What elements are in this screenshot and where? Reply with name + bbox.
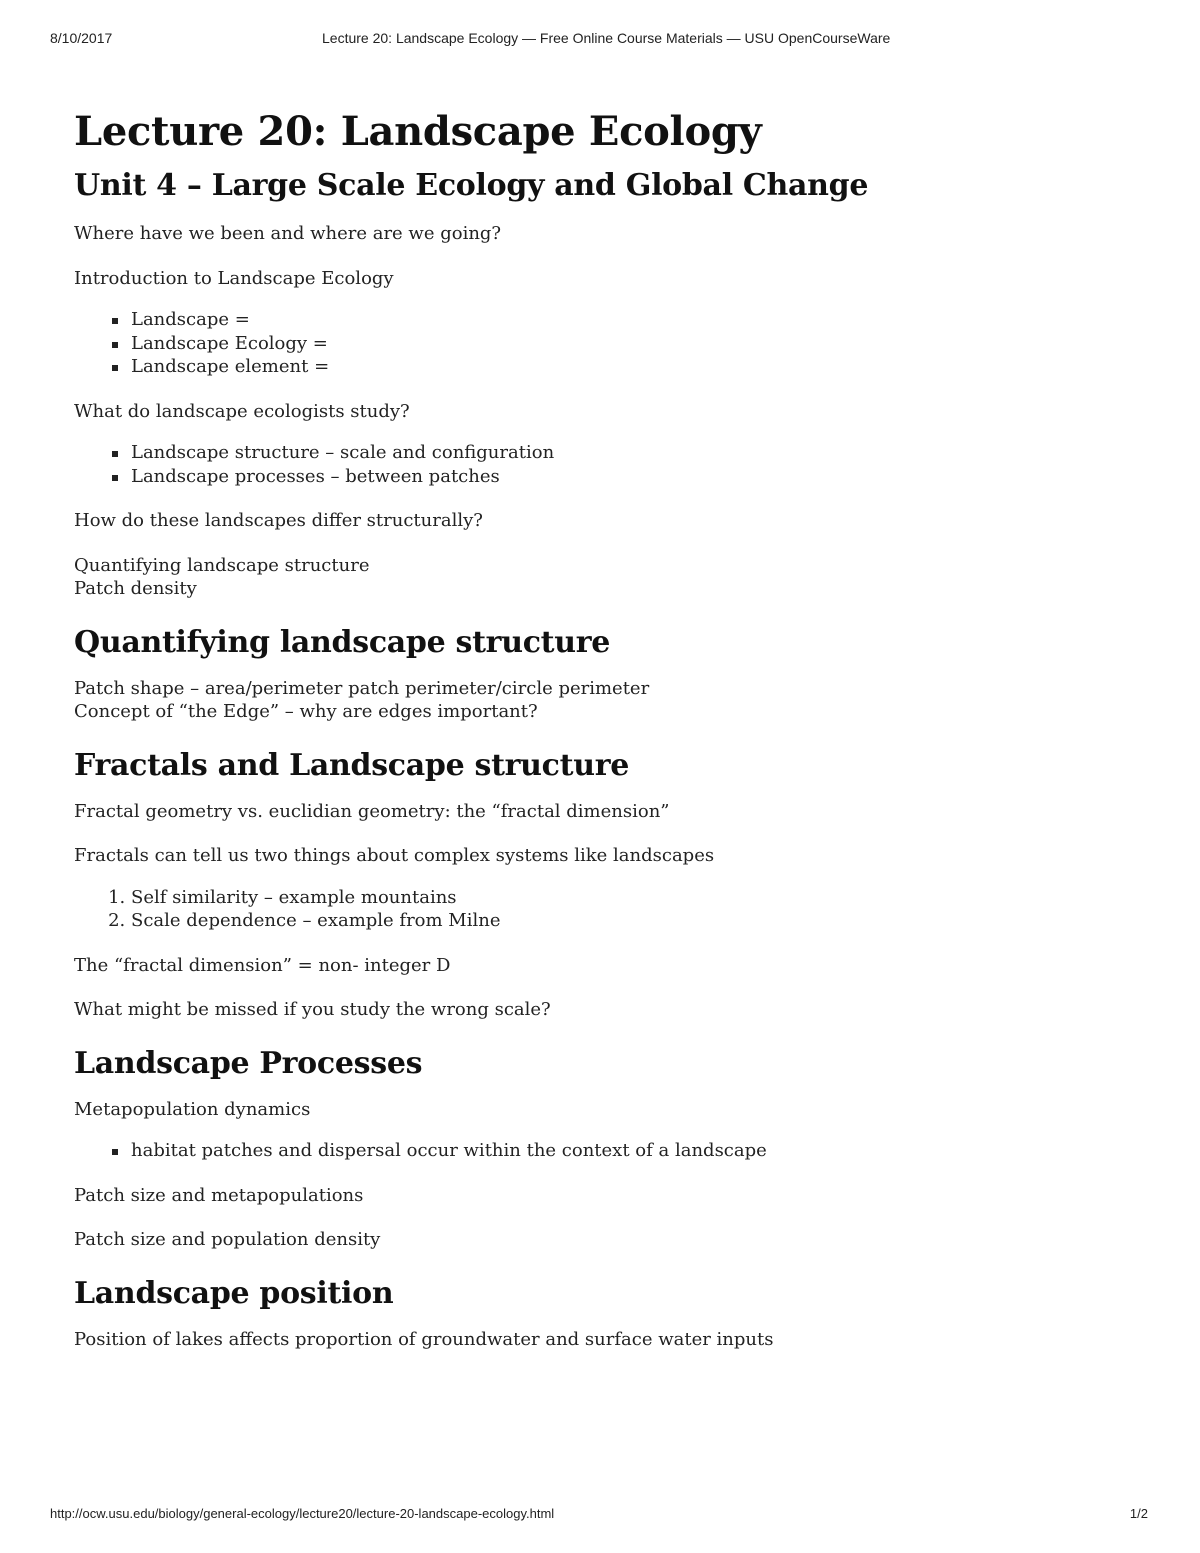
print-page-title: Lecture 20: Landscape Ecology — Free Online Course Materials — USU OpenCourseWare: [322, 30, 891, 46]
paragraph-patch-shape: [74, 677, 1134, 724]
list-item: Landscape processes – between patches: [131, 465, 1134, 489]
page-number: 1/2: [1129, 1506, 1148, 1521]
paragraph-metapopulation: Metapopulation dynamics: [74, 1098, 311, 1120]
section-heading-fractals: Fractals and Landscape structure: [74, 747, 629, 783]
paragraph-line: Patch shape – area/perimeter patch perimeter/circle perimeter: [74, 677, 650, 699]
print-date: 8/10/2017: [50, 30, 113, 46]
paragraph-fractal-dimension: The “fractal dimension” = non- integer D: [74, 954, 451, 976]
paragraph-differ: How do these landscapes differ structurally?: [74, 510, 483, 531]
paragraph-lakes: Position of lakes affects proportion of groundwater and surface water inputs: [74, 1328, 774, 1350]
paragraph-fractal-tell: Fractals can tell us two things about complex systems like landscapes: [74, 845, 715, 866]
paragraph-patch-density: Patch size and population density: [74, 1229, 381, 1250]
paragraph-line: Patch density: [74, 578, 197, 599]
metapopulation-list: [74, 1139, 1134, 1163]
document-body: [74, 100, 1134, 1372]
paragraph-line: Quantifying landscape structure: [74, 554, 370, 576]
list-item: Landscape Ecology =: [131, 332, 1134, 356]
list-item: Landscape element =: [131, 355, 1134, 379]
paragraph-line: Concept of “the Edge” – why are edges important?: [74, 701, 538, 722]
print-url[interactable]: http://ocw.usu.edu/biology/general-ecology/lecture20/lecture-20-landscape-ecology.html: [50, 1506, 555, 1521]
paragraph-where: Where have we been and where are we going?: [74, 223, 502, 244]
paragraph-study: What do landscape ecologists study?: [74, 400, 410, 422]
paragraph-fractal-geometry: Fractal geometry vs. euclidian geometry: the “fractal dimension”: [74, 800, 670, 822]
section-heading-position: Landscape position: [74, 1275, 394, 1311]
list-item: 1. Self similarity – example mountains: [131, 886, 1134, 910]
print-footer: [0, 1506, 1200, 1526]
list-item: 2. Scale dependence – example from Milne: [131, 909, 1134, 933]
page-title: Lecture 20: Landscape Ecology: [74, 108, 762, 155]
unit-heading: Unit 4 – Large Scale Ecology and Global Change: [74, 168, 869, 203]
paragraph-quantifying: [74, 554, 1134, 601]
fractal-list: [74, 886, 1134, 933]
list-item: habitat patches and dispersal occur within the context of a landscape: [131, 1139, 1134, 1163]
intro-list: [74, 308, 1134, 379]
study-list: [74, 441, 1134, 488]
paragraph-missed: What might be missed if you study the wrong scale?: [74, 999, 551, 1020]
list-item: Landscape structure – scale and configuration: [131, 441, 1134, 465]
section-heading-processes: Landscape Processes: [74, 1045, 423, 1081]
print-header: [0, 30, 1200, 50]
paragraph-intro: Introduction to Landscape Ecology: [74, 267, 394, 289]
list-item: Landscape =: [131, 308, 1134, 332]
paragraph-patch-metapopulations: Patch size and metapopulations: [74, 1184, 364, 1206]
section-heading-quantifying: Quantifying landscape structure: [74, 624, 611, 660]
